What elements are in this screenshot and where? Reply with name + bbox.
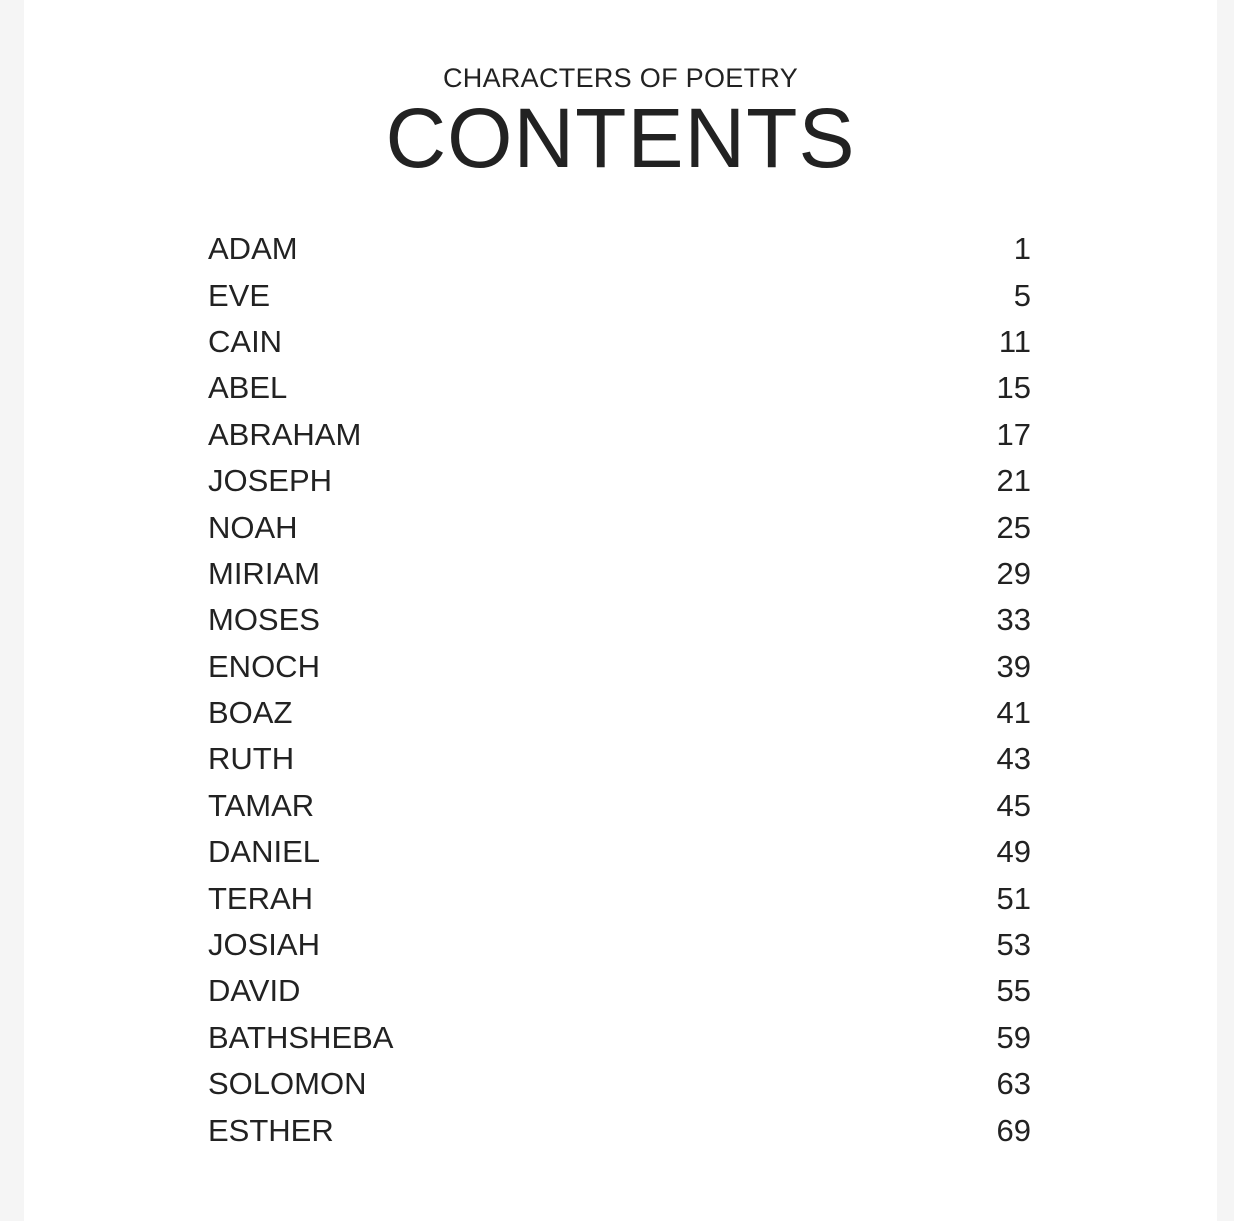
toc-entry[interactable]: [208, 272, 1031, 318]
toc-entry-name: ENOCH: [208, 648, 320, 684]
toc-entry[interactable]: [208, 551, 1031, 597]
toc-entry-page: 51: [996, 880, 1031, 916]
toc-entry-page: 25: [996, 509, 1031, 545]
toc-entry[interactable]: [208, 783, 1031, 829]
toc-entry-page: 5: [1013, 277, 1031, 313]
toc-entry-name: DANIEL: [208, 834, 320, 870]
toc-entry-name: JOSIAH: [208, 927, 320, 963]
toc-entry-name: CAIN: [208, 323, 283, 359]
toc-entry[interactable]: [208, 412, 1031, 458]
toc-entry[interactable]: [208, 226, 1031, 272]
toc-entry-name: RUTH: [208, 741, 295, 777]
toc-entry-page: 59: [996, 1019, 1031, 1055]
toc-entry-page: 49: [996, 834, 1031, 870]
contents-heading: CONTENTS: [385, 91, 856, 185]
toc-entry-name: BOAZ: [208, 695, 293, 731]
toc-entry[interactable]: [208, 829, 1031, 875]
toc-entry-name: EVE: [208, 277, 271, 313]
toc-entry-page: 29: [996, 555, 1031, 591]
toc-entry-page: 41: [996, 695, 1031, 731]
toc-entry[interactable]: [208, 365, 1031, 411]
toc-entry[interactable]: [208, 1015, 1031, 1061]
toc-entry-page: 55: [996, 973, 1031, 1009]
toc-entry[interactable]: [208, 458, 1031, 504]
document-page: [24, 0, 1217, 1221]
toc-entry-name: ESTHER: [208, 1112, 334, 1148]
toc-entry-page: 45: [996, 787, 1031, 823]
toc-entry-name: ABEL: [208, 370, 288, 406]
toc-entry-name: MOSES: [208, 602, 320, 638]
toc-entry[interactable]: [208, 736, 1031, 782]
toc-entry-name: JOSEPH: [208, 463, 333, 499]
toc-entry-name: MIRIAM: [208, 555, 320, 591]
toc-entry[interactable]: [208, 597, 1031, 643]
toc-entry-page: 1: [1013, 231, 1031, 267]
toc-entry-name: DAVID: [208, 973, 301, 1009]
toc-entry-name: SOLOMON: [208, 1066, 367, 1102]
toc-entry[interactable]: [208, 1061, 1031, 1107]
toc-entry-page: 43: [996, 741, 1031, 777]
toc-entry-page: 21: [996, 463, 1031, 499]
toc-entry-name: NOAH: [208, 509, 298, 545]
toc-entry[interactable]: [208, 875, 1031, 921]
toc-entry[interactable]: [208, 1107, 1031, 1153]
toc-entry-page: 39: [996, 648, 1031, 684]
toc-entry-page: 17: [996, 416, 1031, 452]
toc-entry-name: BATHSHEBA: [208, 1019, 394, 1055]
toc-entry[interactable]: [208, 644, 1031, 690]
toc-entry[interactable]: [208, 690, 1031, 736]
toc-entry-page: 33: [996, 602, 1031, 638]
toc-entry[interactable]: [208, 968, 1031, 1014]
toc-entry[interactable]: [208, 504, 1031, 550]
toc-entry[interactable]: [208, 922, 1031, 968]
toc-entry-page: 63: [996, 1066, 1031, 1102]
toc-entry-page: 15: [996, 370, 1031, 406]
toc-entry-page: 69: [996, 1112, 1031, 1148]
book-title: CHARACTERS OF POETRY: [442, 63, 799, 93]
toc-entry[interactable]: [208, 319, 1031, 365]
toc-entry-name: TAMAR: [208, 787, 315, 823]
toc-entry-name: ABRAHAM: [208, 416, 362, 452]
toc-entry-name: ADAM: [208, 231, 298, 267]
table-of-contents: [208, 226, 1031, 1154]
toc-entry-name: TERAH: [208, 880, 314, 916]
toc-entry-page: 11: [998, 323, 1031, 359]
toc-entry-page: 53: [996, 927, 1031, 963]
